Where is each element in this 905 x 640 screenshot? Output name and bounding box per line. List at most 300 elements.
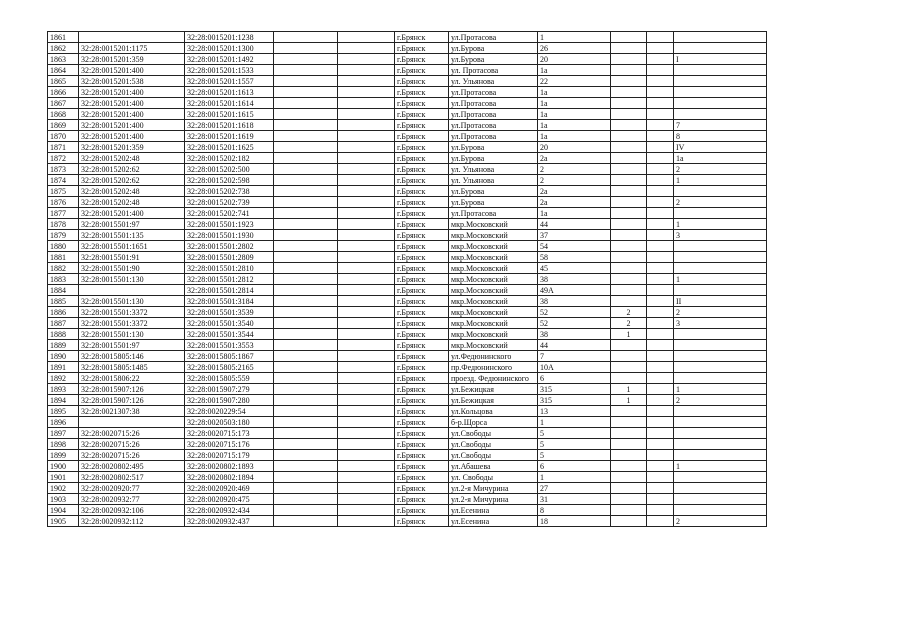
table-row: [48, 164, 767, 175]
house-number: 22: [538, 76, 611, 87]
apartment: 2: [674, 395, 767, 406]
blank-cell-c: [647, 241, 674, 252]
city: г.Брянск: [395, 318, 449, 329]
city: г.Брянск: [395, 241, 449, 252]
city: г.Брянск: [395, 164, 449, 175]
table-row: [48, 241, 767, 252]
blank-cell-b: [338, 439, 395, 450]
blank-cell-b: [338, 483, 395, 494]
street: ул.Свободы: [449, 450, 538, 461]
city: г.Брянск: [395, 494, 449, 505]
cadastral-number: 32:28:0015201:1533: [185, 65, 274, 76]
parent-cadastral-number: 32:28:0015907:126: [79, 395, 185, 406]
blank-cell-a: [274, 472, 338, 483]
city: г.Брянск: [395, 340, 449, 351]
house-number: 1а: [538, 87, 611, 98]
blank-cell-c: [647, 483, 674, 494]
city: г.Брянск: [395, 307, 449, 318]
street: мкр.Московский: [449, 285, 538, 296]
row-number: 1871: [48, 142, 79, 153]
cadastral-number: 32:28:0020503:180: [185, 417, 274, 428]
blank-cell-c: [647, 472, 674, 483]
parent-cadastral-number: 32:28:0015202:62: [79, 175, 185, 186]
blank-cell-a: [274, 307, 338, 318]
parent-cadastral-number: 32:28:0015201:359: [79, 54, 185, 65]
blank-cell-a: [274, 164, 338, 175]
house-number: 1а: [538, 120, 611, 131]
apartment: 1: [674, 175, 767, 186]
blank-cell-a: [274, 516, 338, 527]
cadastral-number: 32:28:0015201:1618: [185, 120, 274, 131]
cadastral-number: 32:28:0015201:1492: [185, 54, 274, 65]
apartment: [674, 65, 767, 76]
street: мкр.Московский: [449, 307, 538, 318]
parent-cadastral-number: 32:28:0020715:26: [79, 450, 185, 461]
blank-cell-b: [338, 417, 395, 428]
blank-cell-a: [274, 142, 338, 153]
parent-cadastral-number: 32:28:0015501:3372: [79, 318, 185, 329]
blank-cell-b: [338, 384, 395, 395]
cadastral-number: 32:28:0015907:279: [185, 384, 274, 395]
cadastral-number: 32:28:0015501:2814: [185, 285, 274, 296]
city: г.Брянск: [395, 461, 449, 472]
apartment: 7: [674, 120, 767, 131]
cadastral-number: 32:28:0015501:1930: [185, 230, 274, 241]
street: ул. Ульянова: [449, 175, 538, 186]
row-number: 1882: [48, 263, 79, 274]
street: ул.Есенина: [449, 516, 538, 527]
blank-cell-a: [274, 461, 338, 472]
blank-cell-c: [647, 285, 674, 296]
house-number: 58: [538, 252, 611, 263]
street: мкр.Московский: [449, 296, 538, 307]
house-number: 1а: [538, 109, 611, 120]
apartment: I: [674, 54, 767, 65]
parent-cadastral-number: 32:28:0015202:48: [79, 153, 185, 164]
row-number: 1903: [48, 494, 79, 505]
table-row: [48, 109, 767, 120]
cadastral-number: 32:28:0015805:2165: [185, 362, 274, 373]
blank-cell-a: [274, 32, 338, 43]
house-number: 20: [538, 54, 611, 65]
house-number: 2а: [538, 197, 611, 208]
blank-cell-a: [274, 274, 338, 285]
blank-cell-b: [338, 32, 395, 43]
building: [611, 428, 647, 439]
row-number: 1902: [48, 483, 79, 494]
city: г.Брянск: [395, 142, 449, 153]
table-row: [48, 153, 767, 164]
parent-cadastral-number: 32:28:0020715:26: [79, 428, 185, 439]
cadastral-number: 32:28:0015501:1923: [185, 219, 274, 230]
street: ул. Ульянова: [449, 76, 538, 87]
parent-cadastral-number: 32:28:0020932:106: [79, 505, 185, 516]
blank-cell-a: [274, 373, 338, 384]
table-row: [48, 472, 767, 483]
parent-cadastral-number: 32:28:0015201:400: [79, 65, 185, 76]
table-row: [48, 252, 767, 263]
building: [611, 439, 647, 450]
cadastral-number: 32:28:0020920:469: [185, 483, 274, 494]
blank-cell-a: [274, 362, 338, 373]
apartment: [674, 362, 767, 373]
parent-cadastral-number: 32:28:0020932:77: [79, 494, 185, 505]
apartment: [674, 406, 767, 417]
row-number: 1887: [48, 318, 79, 329]
apartment: 2: [674, 307, 767, 318]
row-number: 1864: [48, 65, 79, 76]
blank-cell-b: [338, 98, 395, 109]
blank-cell-a: [274, 54, 338, 65]
blank-cell-c: [647, 373, 674, 384]
building: [611, 285, 647, 296]
apartment: [674, 252, 767, 263]
blank-cell-a: [274, 450, 338, 461]
house-number: 10А: [538, 362, 611, 373]
parent-cadastral-number: 32:28:0020802:495: [79, 461, 185, 472]
table-row: [48, 120, 767, 131]
row-number: 1892: [48, 373, 79, 384]
blank-cell-c: [647, 208, 674, 219]
table-row: [48, 329, 767, 340]
city: г.Брянск: [395, 186, 449, 197]
row-number: 1893: [48, 384, 79, 395]
blank-cell-a: [274, 175, 338, 186]
parent-cadastral-number: 32:28:0021307:38: [79, 406, 185, 417]
blank-cell-c: [647, 395, 674, 406]
blank-cell-a: [274, 285, 338, 296]
parent-cadastral-number: [79, 285, 185, 296]
house-number: 20: [538, 142, 611, 153]
blank-cell-a: [274, 340, 338, 351]
blank-cell-a: [274, 263, 338, 274]
blank-cell-b: [338, 406, 395, 417]
street: ул.Протасова: [449, 32, 538, 43]
row-number: 1881: [48, 252, 79, 263]
table-row: [48, 87, 767, 98]
row-number: 1870: [48, 131, 79, 142]
blank-cell-c: [647, 98, 674, 109]
street: мкр.Московский: [449, 329, 538, 340]
street: мкр.Московский: [449, 318, 538, 329]
city: г.Брянск: [395, 131, 449, 142]
street: мкр.Московский: [449, 219, 538, 230]
apartment: [674, 32, 767, 43]
parent-cadastral-number: 32:28:0015501:1651: [79, 241, 185, 252]
table-row: [48, 43, 767, 54]
city: г.Брянск: [395, 65, 449, 76]
cadastral-number: 32:28:0015805:1867: [185, 351, 274, 362]
city: г.Брянск: [395, 417, 449, 428]
row-number: 1904: [48, 505, 79, 516]
blank-cell-a: [274, 483, 338, 494]
cadastral-number: 32:28:0015202:182: [185, 153, 274, 164]
blank-cell-b: [338, 252, 395, 263]
blank-cell-c: [647, 175, 674, 186]
row-number: 1876: [48, 197, 79, 208]
city: г.Брянск: [395, 296, 449, 307]
blank-cell-b: [338, 516, 395, 527]
apartment: [674, 351, 767, 362]
parent-cadastral-number: 32:28:0015202:48: [79, 186, 185, 197]
cadastral-number: 32:28:0015805:559: [185, 373, 274, 384]
table-row: [48, 450, 767, 461]
blank-cell-b: [338, 197, 395, 208]
table-row: [48, 340, 767, 351]
row-number: 1872: [48, 153, 79, 164]
blank-cell-b: [338, 54, 395, 65]
blank-cell-b: [338, 131, 395, 142]
building: [611, 494, 647, 505]
table-row: [48, 76, 767, 87]
table-row: [48, 32, 767, 43]
row-number: 1884: [48, 285, 79, 296]
city: г.Брянск: [395, 384, 449, 395]
house-number: 2а: [538, 186, 611, 197]
house-number: 1: [538, 472, 611, 483]
blank-cell-b: [338, 230, 395, 241]
apartment: [674, 428, 767, 439]
apartment: [674, 208, 767, 219]
building: 1: [611, 395, 647, 406]
building: [611, 483, 647, 494]
apartment: [674, 87, 767, 98]
blank-cell-a: [274, 494, 338, 505]
parent-cadastral-number: 32:28:0015501:130: [79, 274, 185, 285]
cadastral-number: 32:28:0015501:2802: [185, 241, 274, 252]
house-number: 1а: [538, 98, 611, 109]
blank-cell-b: [338, 153, 395, 164]
city: г.Брянск: [395, 208, 449, 219]
city: г.Брянск: [395, 219, 449, 230]
house-number: 1: [538, 32, 611, 43]
blank-cell-a: [274, 153, 338, 164]
blank-cell-c: [647, 450, 674, 461]
blank-cell-b: [338, 219, 395, 230]
house-number: 2а: [538, 153, 611, 164]
building: 1: [611, 384, 647, 395]
house-number: 1а: [538, 208, 611, 219]
house-number: 315: [538, 395, 611, 406]
blank-cell-b: [338, 120, 395, 131]
table-row: [48, 384, 767, 395]
building: [611, 472, 647, 483]
blank-cell-b: [338, 307, 395, 318]
building: [611, 219, 647, 230]
cadastral-number: 32:28:0015501:2812: [185, 274, 274, 285]
street: ул.Кольцова: [449, 406, 538, 417]
blank-cell-a: [274, 428, 338, 439]
street: ул.Протасова: [449, 87, 538, 98]
building: [611, 109, 647, 120]
cadastral-number: 32:28:0015501:2809: [185, 252, 274, 263]
city: г.Брянск: [395, 109, 449, 120]
house-number: 44: [538, 340, 611, 351]
building: [611, 98, 647, 109]
table-row: [48, 494, 767, 505]
row-number: 1878: [48, 219, 79, 230]
parent-cadastral-number: [79, 32, 185, 43]
parent-cadastral-number: 32:28:0015501:135: [79, 230, 185, 241]
street: мкр.Московский: [449, 263, 538, 274]
blank-cell-c: [647, 197, 674, 208]
building: [611, 142, 647, 153]
apartment: [674, 186, 767, 197]
blank-cell-a: [274, 351, 338, 362]
building: [611, 296, 647, 307]
apartment: [674, 472, 767, 483]
street: б-р.Щорса: [449, 417, 538, 428]
cadastral-number: 32:28:0020932:437: [185, 516, 274, 527]
building: [611, 120, 647, 131]
city: г.Брянск: [395, 43, 449, 54]
blank-cell-a: [274, 131, 338, 142]
blank-cell-a: [274, 120, 338, 131]
table-row: [48, 516, 767, 527]
table-row: [48, 351, 767, 362]
table-row: [48, 186, 767, 197]
city: г.Брянск: [395, 263, 449, 274]
table-row: [48, 505, 767, 516]
table-row: [48, 439, 767, 450]
blank-cell-c: [647, 307, 674, 318]
city: г.Брянск: [395, 98, 449, 109]
row-number: 1897: [48, 428, 79, 439]
parent-cadastral-number: 32:28:0015201:400: [79, 98, 185, 109]
table-row: [48, 307, 767, 318]
cadastral-number: 32:28:0015907:280: [185, 395, 274, 406]
building: [611, 241, 647, 252]
blank-cell-c: [647, 142, 674, 153]
street: ул.2-я Мичурина: [449, 483, 538, 494]
row-number: 1896: [48, 417, 79, 428]
cadastral-number: 32:28:0015201:1619: [185, 131, 274, 142]
house-number: 5: [538, 450, 611, 461]
parent-cadastral-number: 32:28:0015501:91: [79, 252, 185, 263]
building: [611, 131, 647, 142]
street: ул. Протасова: [449, 65, 538, 76]
parent-cadastral-number: 32:28:0020802:517: [79, 472, 185, 483]
city: г.Брянск: [395, 439, 449, 450]
street: ул.Бурова: [449, 142, 538, 153]
cadastral-number: 32:28:0015201:1615: [185, 109, 274, 120]
building: [611, 65, 647, 76]
blank-cell-a: [274, 76, 338, 87]
street: ул. Ульянова: [449, 164, 538, 175]
apartment: 1: [674, 274, 767, 285]
street: ул.Федюнинского: [449, 351, 538, 362]
apartment: II: [674, 296, 767, 307]
blank-cell-c: [647, 505, 674, 516]
blank-cell-b: [338, 450, 395, 461]
blank-cell-c: [647, 461, 674, 472]
blank-cell-b: [338, 428, 395, 439]
table-row: [48, 318, 767, 329]
apartment: 8: [674, 131, 767, 142]
blank-cell-a: [274, 87, 338, 98]
parent-cadastral-number: 32:28:0015201:400: [79, 87, 185, 98]
parent-cadastral-number: 32:28:0020715:26: [79, 439, 185, 450]
blank-cell-a: [274, 230, 338, 241]
city: г.Брянск: [395, 351, 449, 362]
city: г.Брянск: [395, 87, 449, 98]
blank-cell-c: [647, 252, 674, 263]
street: мкр.Московский: [449, 241, 538, 252]
parent-cadastral-number: 32:28:0015501:97: [79, 219, 185, 230]
city: г.Брянск: [395, 274, 449, 285]
blank-cell-b: [338, 43, 395, 54]
parent-cadastral-number: 32:28:0015202:48: [79, 197, 185, 208]
blank-cell-a: [274, 395, 338, 406]
table-row: [48, 362, 767, 373]
blank-cell-c: [647, 516, 674, 527]
table-row: [48, 373, 767, 384]
city: г.Брянск: [395, 76, 449, 87]
city: г.Брянск: [395, 54, 449, 65]
blank-cell-c: [647, 153, 674, 164]
cadastral-number: 32:28:0015202:500: [185, 164, 274, 175]
parent-cadastral-number: 32:28:0015201:400: [79, 120, 185, 131]
blank-cell-b: [338, 395, 395, 406]
apartment: [674, 285, 767, 296]
row-number: 1868: [48, 109, 79, 120]
blank-cell-a: [274, 329, 338, 340]
blank-cell-b: [338, 164, 395, 175]
parent-cadastral-number: 32:28:0015805:146: [79, 351, 185, 362]
apartment: 1: [674, 461, 767, 472]
apartment: [674, 417, 767, 428]
blank-cell-c: [647, 318, 674, 329]
city: г.Брянск: [395, 406, 449, 417]
street: пр.Федюнинского: [449, 362, 538, 373]
parent-cadastral-number: 32:28:0015201:400: [79, 109, 185, 120]
cadastral-number: 32:28:0015202:739: [185, 197, 274, 208]
blank-cell-a: [274, 186, 338, 197]
table-row: [48, 197, 767, 208]
apartment: 1: [674, 219, 767, 230]
apartment: [674, 340, 767, 351]
parent-cadastral-number: 32:28:0015201:538: [79, 76, 185, 87]
blank-cell-c: [647, 87, 674, 98]
cadastral-number: 32:28:0020802:1894: [185, 472, 274, 483]
blank-cell-a: [274, 109, 338, 120]
building: [611, 230, 647, 241]
blank-cell-b: [338, 472, 395, 483]
apartment: [674, 483, 767, 494]
parent-cadastral-number: 32:28:0020920:77: [79, 483, 185, 494]
blank-cell-b: [338, 340, 395, 351]
row-number: 1865: [48, 76, 79, 87]
apartment: [674, 43, 767, 54]
blank-cell-c: [647, 219, 674, 230]
building: [611, 406, 647, 417]
table-row: [48, 208, 767, 219]
house-number: 49А: [538, 285, 611, 296]
blank-cell-b: [338, 373, 395, 384]
table-row: [48, 131, 767, 142]
house-number: 38: [538, 296, 611, 307]
apartment: 3: [674, 230, 767, 241]
table-row: [48, 417, 767, 428]
row-number: 1869: [48, 120, 79, 131]
house-number: 2: [538, 164, 611, 175]
city: г.Брянск: [395, 395, 449, 406]
city: г.Брянск: [395, 329, 449, 340]
blank-cell-c: [647, 494, 674, 505]
blank-cell-b: [338, 318, 395, 329]
table-row: [48, 395, 767, 406]
street: ул.Бежицкая: [449, 384, 538, 395]
